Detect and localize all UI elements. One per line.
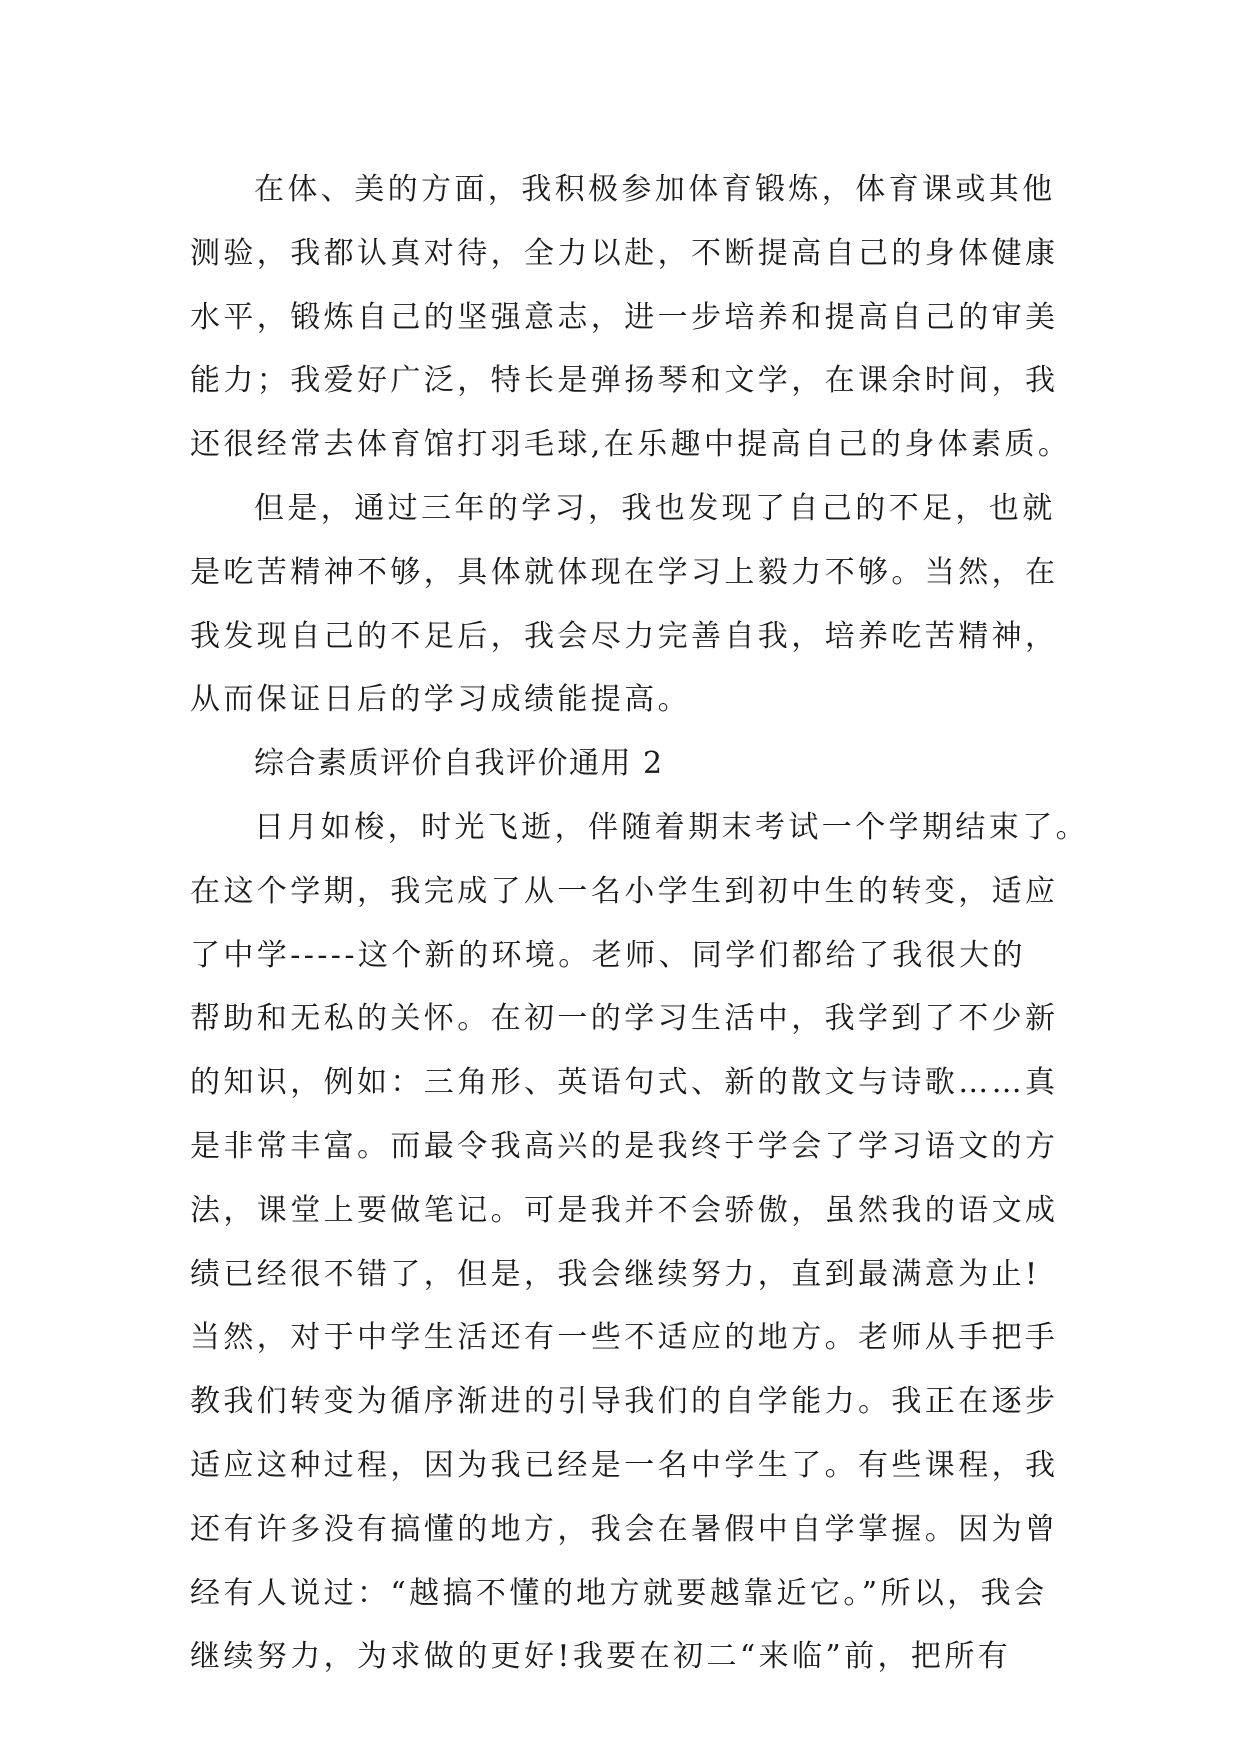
paragraph-line: 经有人说过：“越搞不懂的地方就要越靠近它。”所以，我会	[190, 1575, 1048, 1611]
paragraph-line: 从而保证日后的学习成绩能提高。	[190, 682, 691, 718]
paragraph-line: 日月如梭，时光飞逝，伴随着期末考试一个学期结束了。	[254, 809, 1089, 845]
paragraph-line: 绩已经很不错了，但是，我会继续努力，直到最满意为止!	[190, 1256, 1041, 1292]
paragraph-line: 水平，锻炼自己的坚强意志，进一步培养和提高自己的审美	[190, 299, 1059, 335]
document-body	[190, 158, 1089, 1689]
paragraph-line: 还有许多没有搞懂的地方，我会在暑假中自学掌握。因为曾	[190, 1511, 1059, 1547]
paragraph-line: 测验，我都认真对待，全力以赴，不断提高自己的身体健康	[190, 235, 1059, 271]
paragraph-line: 在体、美的方面，我积极参加体育锻炼，体育课或其他	[254, 172, 1056, 207]
paragraph-line: 帮助和无私的关怀。在初一的学习生活中，我学到了不少新	[190, 1001, 1059, 1037]
section-heading: 综合素质评价自我评价通用 2	[254, 746, 664, 782]
paragraph-line: 适应这种过程，因为我已经是一名中学生了。有些课程，我	[190, 1447, 1059, 1483]
paragraph-line: 教我们转变为循序渐进的引导我们的自学能力。我正在逐步	[190, 1384, 1059, 1420]
paragraph-line: 当然，对于中学生活还有一些不适应的地方。老师从手把手	[190, 1320, 1059, 1356]
paragraph-line: 继续努力，为求做的更好!我要在初二“来临”前，把所有	[190, 1639, 1012, 1675]
paragraph-line: 了中学-----这个新的环境。老师、同学们都给了我很大的	[190, 937, 1026, 973]
paragraph-line: 是吃苦精神不够，具体就体现在学习上毅力不够。当然，在	[190, 554, 1059, 590]
paragraph-line: 能力；我爱好广泛，特长是弹扬琴和文学，在课余时间，我	[190, 363, 1059, 399]
paragraph-line: 的知识，例如：三角形、英语句式、新的散文与诗歌……真	[190, 1065, 1059, 1101]
paragraph-line: 但是，通过三年的学习，我也发现了自己的不足，也就	[254, 490, 1056, 526]
paragraph-line: 我发现自己的不足后，我会尽力完善自我，培养吃苦精神，	[190, 618, 1059, 654]
paragraph-line: 还很经常去体育馆打羽毛球,在乐趣中提高自己的身体素质。	[190, 427, 1072, 463]
paragraph-line: 法，课堂上要做笔记。可是我并不会骄傲，虽然我的语文成	[190, 1192, 1059, 1228]
paragraph-line: 是非常丰富。而最令我高兴的是我终于学会了学习语文的方	[190, 1128, 1059, 1164]
paragraph-line: 在这个学期，我完成了从一名小学生到初中生的转变，适应	[190, 873, 1059, 909]
